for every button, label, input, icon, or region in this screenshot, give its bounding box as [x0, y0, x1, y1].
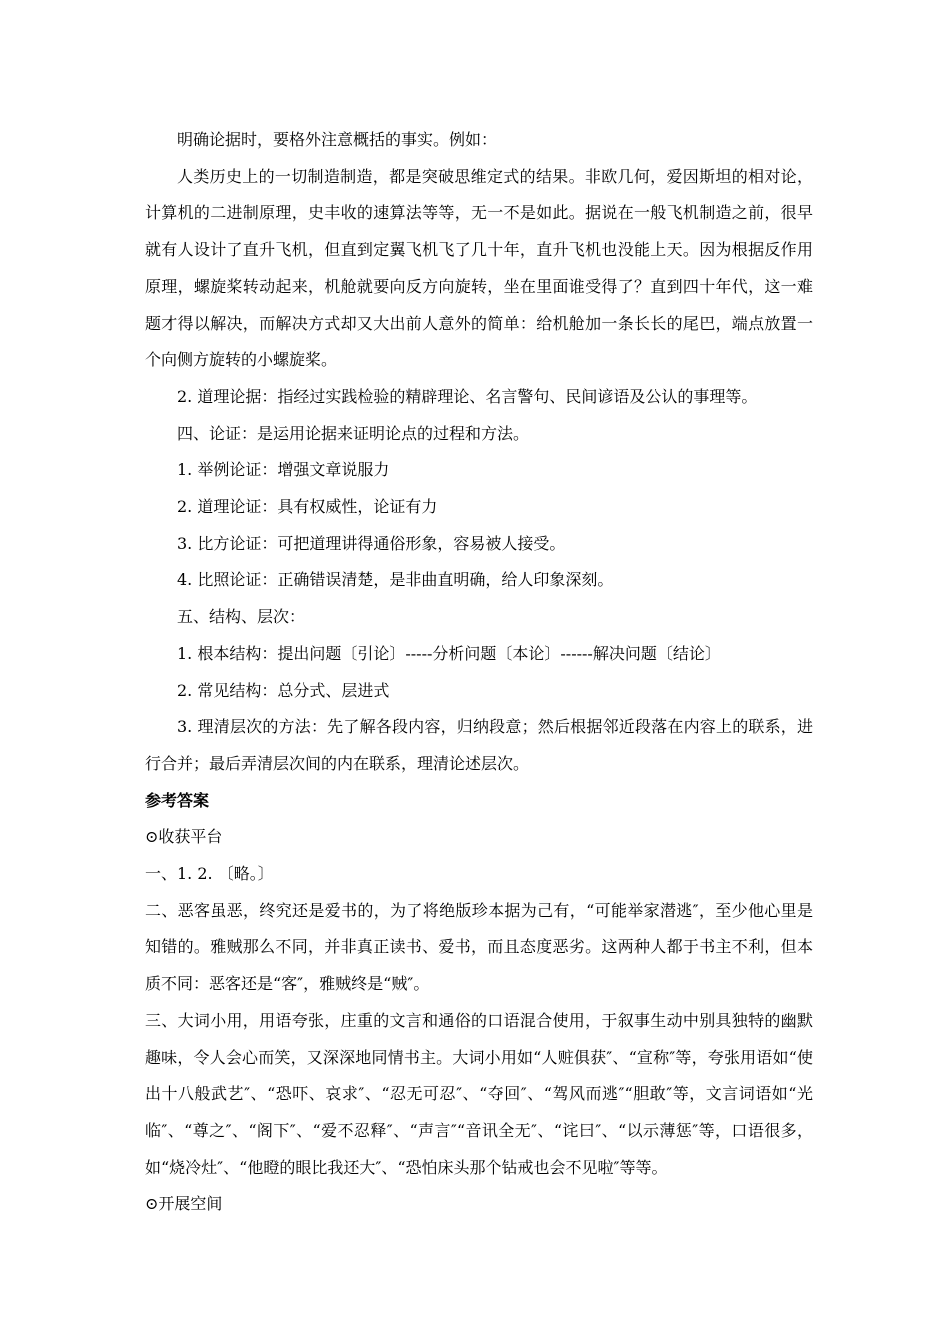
list-item-common-structure: 2. 常见结构：总分式、层进式 [177, 680, 390, 700]
list-item-analogy-argument: 3. 比方论证：可把道理讲得通俗形象，容易被人接受。 [177, 533, 566, 553]
subsection-harvest: ⊙收获平台 [145, 827, 223, 847]
answer-one: 一、1. 2. 〔略。〕 [145, 864, 274, 884]
list-item-basic-structure: 1. 根本结构：提出问题〔引论〕-----分析问题〔本论〕------解决问题〔结论〕 [177, 643, 721, 663]
list-item-contrast-argument: 4. 比照论证：正确错误清楚，是非曲直明确，给人印象深刻。 [177, 570, 614, 590]
answer-three: 三、大词小用，用语夸张，庄重的文言和通俗的口语混合使用，于叙事生动中别具独特的幽默趣味，令人会心而笑，又深深地同情书主。大词小用如“人赃俱获″、“宣称″等，夸张用语如“使出十八般武艺″、“恐吓、哀求″、“忍无可忍″、“夺回″、“驾风而逃″“胆敢″等，文言词语如“光临″、“尊之″、“阁下″、“爱不忍释″、“声言″“音讯全无″、“诧曰″、“以示薄惩″等，口语很多，如“烧冷灶″、“他瞪的眼比我还大″、“恐怕床头那个钻戒也会不见啦″等等。 [145, 1010, 813, 1177]
list-item-level-method: 3. 理清层次的方法：先了解各段内容，归纳段意；然后根据邻近段落在内容上的联系，进行合并；最后弄清层次间的内在联系，理清论述层次。 [145, 717, 813, 773]
answers-heading: 参考答案 [145, 790, 210, 810]
paragraph-example: 人类历史上的一切制造制造，都是突破思维定式的结果。非欧几何，爱因斯坦的相对论，计算机的二进制原理，史丰收的速算法等等，无一不是如此。据说在一般飞机制造之前，很早就有人设计了直升飞机，但直到定翼飞机飞了几十年，直升飞机也没能上天。因为根据反作用原理，螺旋桨转动起来，机舱就要向反方向旋转，坐在里面谁受得了？直到四十年代，这一难题才得以解决，而解决方式却又大出前人意外的简单：给机舱加一条长长的尾巴，端点放置一个向侧方旋转的小螺旋桨。 [145, 166, 813, 370]
list-item-example-argument: 1. 举例论证：增强文章说服力 [177, 460, 390, 480]
answer-two: 二、恶客虽恶，终究还是爱书的，为了将绝版珍本据为己有，“可能举家潜逃″，至少他心里是知错的。雅贼那么不同，并非真正读书、爱书，而且态度恶劣。这两种人都于书主不利，但本质不同：恶客还是“客″，雅贼终是“贼″。 [145, 900, 813, 994]
subsection-expansion: ⊙开展空间 [145, 1194, 223, 1214]
paragraph-reasoning-evidence: 2. 道理论据：指经过实践检验的精辟理论、名言警句、民间谚语及公认的事理等。 [177, 386, 758, 406]
section-structure: 五、结构、层次： [177, 607, 306, 627]
paragraph-evidence-note: 明确论据时，要格外注意概括的事实。例如： [177, 130, 498, 149]
section-argumentation: 四、论证：是运用论据来证明论点的过程和方法。 [177, 423, 530, 443]
list-item-reasoning-argument: 2. 道理论证：具有权威性，论证有力 [177, 497, 438, 517]
document-page [145, 122, 813, 1223]
